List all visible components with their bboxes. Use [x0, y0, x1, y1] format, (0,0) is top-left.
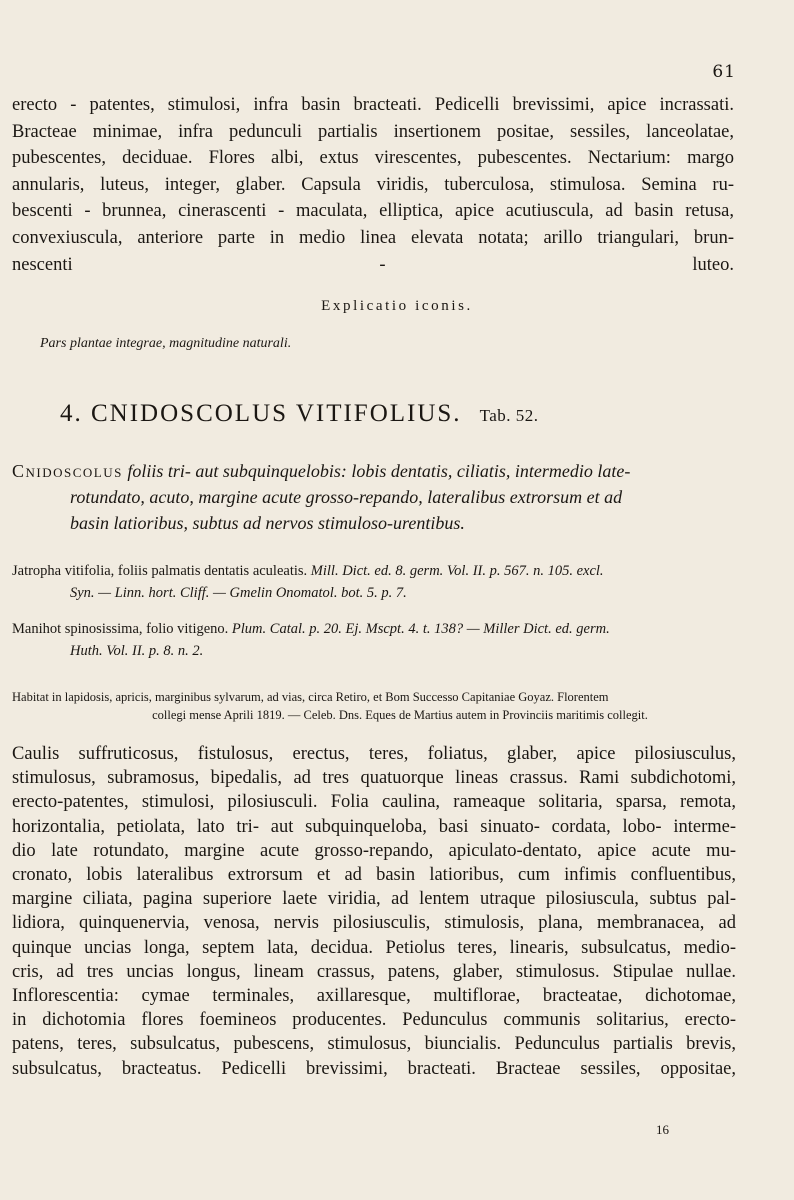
text-line: margine ciliata, pagina superiore laete viridia, ad lentem utraque pilosiuscula, subtus pal- [12, 889, 736, 910]
text-line: nescenti - luteo. [12, 254, 734, 275]
habitat-line: Habitat in lapidosis, apricis, marginibus sylvarum, ad vias, circa Retiro, et Bom Successo Capitaniae Goyaz. Florentem [12, 690, 609, 704]
text-line: patens, teres, subsulcatus, pubescens, stimulosus, biuncialis. Pedunculus partialis brevis, [12, 1034, 736, 1055]
page-number: 61 [712, 62, 736, 82]
reference-name: Manihot spinosissima, folio vitigeno. [12, 621, 229, 637]
text-line: dio late rotundato, margine acute grosso-repando, apiculato-dentato, apice acute mu- [12, 840, 736, 861]
habitat-line: collegi mense Aprili 1819. — Celeb. Dns. Eques de Martius autem in Provinciis maritimis collegit. [152, 708, 648, 722]
text-line: cris, ad tres uncias longus, lineam crassus, patens, glaber, stimulosus. Stipulae nullae. [12, 961, 736, 982]
text-line: annularis, luteus, integer, glaber. Capsula viridis, tuberculosa, stimulosa. Semina ru- [12, 174, 734, 195]
text-line: quinque uncias longa, septem lata, decidua. Petiolus teres, linearis, subsulcatus, medio- [12, 937, 736, 958]
synonym-reference [12, 560, 752, 604]
diagnosis [12, 458, 734, 536]
reference-citation: Mill. Dict. ed. 8. germ. Vol. II. p. 567. n. 105. excl. [310, 563, 604, 579]
diagnosis-line: foliis tri- aut subquinquelobis: lobis dentatis, ciliatis, intermedio late- [127, 461, 631, 481]
text-line: erecto-patentes, stimulosi, pilosiusculi. Folia caulina, rameaque solitaria, sparsa, remota, [12, 792, 736, 813]
reference-name: Jatropha vitifolia, foliis palmatis dentatis aculeatis. [12, 563, 308, 579]
text-line: erecto - patentes, stimulosi, infra basin bracteati. Pedicelli brevissimi, apice incrassati. [12, 95, 734, 115]
habitat-note [12, 688, 788, 724]
text-line: cronato, lobis lateralibus extrorsum et ad basin latioribus, cum infimis confluentibus, [12, 865, 736, 886]
text-line: horizontalia, petiolata, lato tri- aut subquinqueloba, basi sinuato- cordata, lobo- interme- [12, 816, 736, 837]
synonym-reference [12, 618, 752, 662]
diagnosis-line: basin latioribus, subtus ad nervos stimuloso-urentibus. [70, 513, 465, 533]
species-name: 4. CNIDOSCOLUS VITIFOLIUS. [60, 400, 462, 427]
reference-citation: Plum. Catal. p. 20. Ej. Mscpt. 4. t. 138? — Miller Dict. ed. germ. [231, 621, 610, 637]
text-line: convexiuscula, anteriore parte in medio linea elevata notata; arillo triangulari, brun- [12, 227, 734, 248]
diagnosis-line: rotundato, acuto, margine acute grosso-repando, lateralibus extrorsum et ad [70, 487, 623, 507]
plate-reference: Tab. 52. [479, 406, 539, 425]
explicatio-text: Pars plantae integrae, magnitudine naturali. [40, 336, 292, 351]
text-line: subsulcatus, bracteatus. Pedicelli brevissimi, bracteati. Bracteae sessiles, oppositae, [12, 1058, 736, 1079]
text-line: pubescentes, deciduae. Flores albi, extus virescentes, pubescentes. Nectarium: margo [12, 148, 734, 169]
description-paragraph [12, 742, 736, 1081]
text-line: lidiora, quinquenervia, venosa, nervis pilosiusculis, stimulosis, plana, membranacea, ad [12, 913, 736, 934]
text-line: in dichotomia flores foemineos producentes. Pedunculus communis solitarius, erecto- [12, 1010, 736, 1031]
text-line: stimulosus, subramosus, bipedalis, ad tres quatuorque lineas crassus. Rami subdichotomi, [12, 768, 736, 789]
species-heading [60, 400, 539, 428]
text-line: Caulis suffruticosus, fistulosus, erectus, teres, foliatus, glaber, apice pilosiusculus, [12, 744, 736, 764]
signature-mark: 16 [656, 1122, 669, 1137]
reference-citation: Syn. — Linn. hort. Cliff. — Gmelin Onomatol. bot. 5. p. 7. [70, 585, 407, 601]
text-line: Inflorescentia: cymae terminales, axillaresque, multiflorae, bracteatae, dichotomae, [12, 986, 736, 1007]
intro-paragraph [12, 92, 734, 278]
reference-citation: Huth. Vol. II. p. 8. n. 2. [70, 643, 204, 659]
text-line: Bracteae minimae, infra pedunculi partialis insertionem positae, sessiles, lanceolatae, [12, 121, 734, 142]
explicatio-title: Explicatio iconis. [321, 298, 473, 314]
text-line: bescenti - brunnea, cinerascenti - maculata, elliptica, apice acutiuscula, ad basin retusa, [12, 201, 734, 222]
genus-name: Cnidoscolus [12, 461, 123, 481]
